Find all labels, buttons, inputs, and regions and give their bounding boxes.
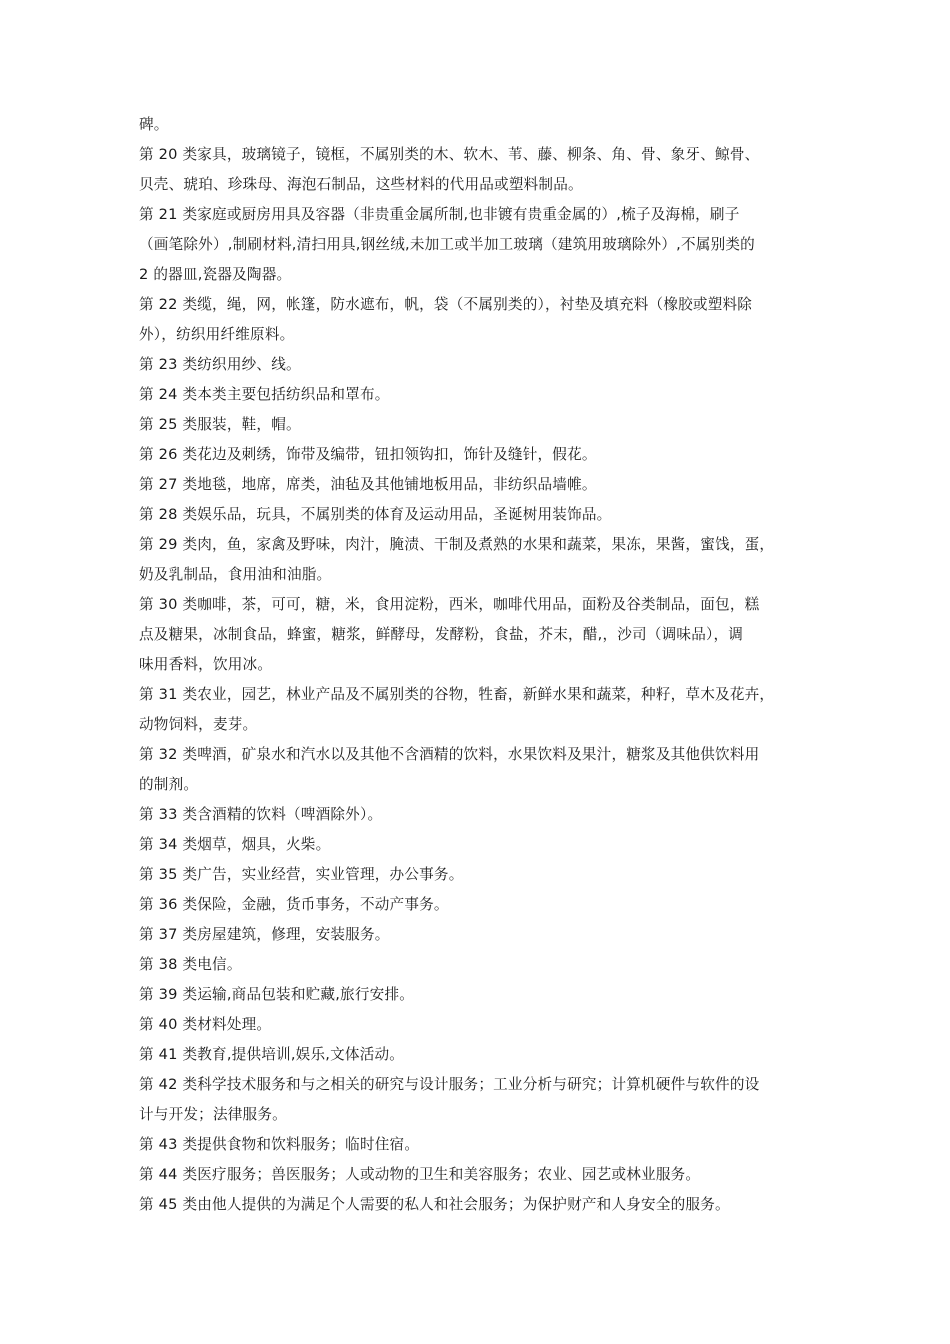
- text-line: 味用香料，饮用冰。: [139, 656, 273, 673]
- text-line: 第 21 类家庭或厨房用具及容器（非贵重金属所制,也非镀有贵重金属的）,梳子及海棉，刷子: [139, 206, 740, 223]
- text-line: 奶及乳制品，食用油和油脂。: [139, 566, 332, 583]
- text-line: 第 37 类房屋建筑，修理，安装服务。: [139, 926, 390, 943]
- text-line: 第 45 类由他人提供的为满足个人需要的私人和社会服务；为保护财产和人身安全的服务。: [139, 1196, 730, 1213]
- text-line: 第 39 类运输,商品包装和贮藏,旅行安排。: [139, 986, 415, 1003]
- text-line: 第 31 类农业，园艺，林业产品及不属别类的谷物，牲畜，新鲜水果和蔬菜，种籽，草木及花卉，: [139, 686, 775, 703]
- text-line: 2 的器皿,瓷器及陶器。: [139, 266, 292, 283]
- text-line: （画笔除外）,制刷材料,清扫用具,钢丝绒,未加工或半加工玻璃（建筑用玻璃除外）,不属别类的: [139, 236, 755, 253]
- text-line: 第 27 类地毯，地席，席类，油毡及其他铺地板用品，非纺织品墙帷。: [139, 476, 597, 493]
- text-line: 外），纺织用纤维原料。: [139, 326, 295, 343]
- document-body: [139, 110, 815, 1220]
- text-line: 第 38 类电信。: [139, 956, 242, 973]
- text-line: 碑。: [139, 116, 169, 133]
- text-line: 计与开发；法律服务。: [139, 1106, 287, 1123]
- text-line: 第 20 类家具，玻璃镜子，镜框，不属别类的木、软木、苇、藤、柳条、角、骨、象牙、鲸骨、: [139, 146, 760, 163]
- text-line: 第 30 类咖啡，茶，可可，糖，米，食用淀粉，西米，咖啡代用品，面粉及谷类制品，面包，糕: [139, 596, 760, 613]
- text-line: 第 23 类纺织用纱、线。: [139, 356, 301, 373]
- text-line: 第 42 类科学技术服务和与之相关的研究与设计服务；工业分析与研究；计算机硬件与软件的设: [139, 1076, 760, 1093]
- text-line: 第 26 类花边及刺绣，饰带及编带，钮扣领钩扣，饰针及缝针，假花。: [139, 446, 597, 463]
- text-line: 的制剂。: [139, 776, 199, 793]
- text-line: 第 41 类教育,提供培训,娱乐,文体活动。: [139, 1046, 405, 1063]
- text-line: 第 34 类烟草，烟具，火柴。: [139, 836, 331, 853]
- text-line: 第 43 类提供食物和饮料服务；临时住宿。: [139, 1136, 420, 1153]
- text-line: 第 32 类啤酒，矿泉水和汽水以及其他不含酒精的饮料，水果饮料及果汁，糖浆及其他供饮料用: [139, 746, 760, 763]
- text-line: 第 24 类本类主要包括纺织品和罩布。: [139, 386, 390, 403]
- text-line: 第 36 类保险，金融，货币事务，不动产事务。: [139, 896, 449, 913]
- text-line: 第 22 类缆，绳，网，帐篷，防水遮布，帆，袋（不属别类的），衬垫及填充料（橡胶或塑料除: [139, 296, 753, 313]
- text-line: 动物饲料，麦芽。: [139, 716, 258, 733]
- text-line: 第 29 类肉，鱼，家禽及野味，肉汁，腌渍、干制及煮熟的水果和蔬菜，果冻，果酱，蜜饯，蛋，: [139, 536, 775, 553]
- text-line: 第 35 类广告，实业经营，实业管理，办公事务。: [139, 866, 464, 883]
- text-line: 贝壳、琥珀、珍珠母、海泡石制品，这些材料的代用品或塑料制品。: [139, 176, 583, 193]
- text-line: 第 44 类医疗服务；兽医服务；人或动物的卫生和美容服务；农业、园艺或林业服务。: [139, 1166, 701, 1183]
- text-line: 第 28 类娱乐品，玩具，不属别类的体育及运动用品，圣诞树用装饰品。: [139, 506, 612, 523]
- text-line: 第 33 类含酒精的饮料（啤酒除外）。: [139, 806, 383, 823]
- text-line: 第 40 类材料处理。: [139, 1016, 272, 1033]
- text-line: 第 25 类服装，鞋，帽。: [139, 416, 301, 433]
- text-line: 点及糖果，冰制食品，蜂蜜，糖浆，鲜酵母，发酵粉，食盐，芥末，醋,，沙司（调味品），调: [139, 626, 744, 643]
